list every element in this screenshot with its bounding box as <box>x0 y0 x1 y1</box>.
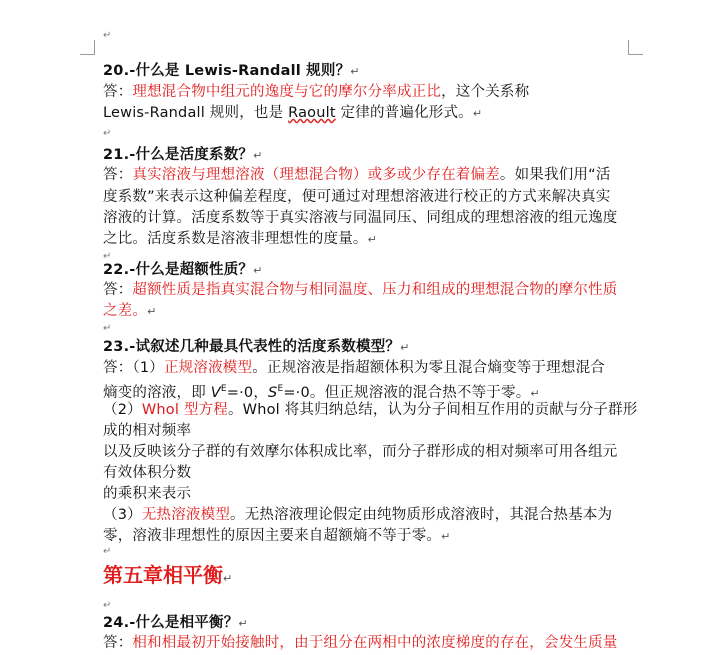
question-23-item-2-line-1: （2）Whol 型方程。Whol 将其归纳总结，认为分子间相互作用的贡献与分子群形 <box>103 402 638 418</box>
question-23-title: 23.-试叙述几种最具代表性的活度系数模型？↵ <box>103 339 410 355</box>
question-21-title: 21.-什么是活度系数？↵ <box>103 147 263 163</box>
paragraph-mark: ↵ <box>103 600 112 611</box>
question-23-item-2-line-2: 成的相对频率 <box>103 423 192 439</box>
paragraph-mark: ↵ <box>103 251 112 262</box>
question-21-answer-line-2: 度系数”来表示这种偏差程度，便可通过对理想溶液进行校正的方式来解决真实 <box>103 189 611 205</box>
question-23-item-2-line-4: 有效体积分数 <box>103 465 192 481</box>
question-20-answer-line-1: 答：理想混合物中组元的逸度与它的摩尔分率成正比，这个关系称 <box>103 84 530 100</box>
question-22-title: 22.-什么是超额性质？↵ <box>103 262 263 278</box>
question-21-answer-line-4: 之比。活度系数是溶液非理想性的度量。↵ <box>103 231 378 247</box>
question-21-answer-line-1: 答：真实溶液与理想溶液（理想混合物）或多或少存在着偏差。如果我们用“活 <box>103 167 611 183</box>
question-23-item-3-line-2: 零，溶液非理想性的原因主要来自超额熵不等于零。↵ <box>103 528 451 544</box>
question-22-answer-line-2: 之差。↵ <box>103 303 157 319</box>
paragraph-mark: ↵ <box>103 323 112 334</box>
paragraph-mark: ↵ <box>103 30 112 41</box>
question-21-answer-line-3: 溶液的计算。活度系数等于真实溶液与同温同压、同组成的理想溶液的组元逸度 <box>103 210 618 226</box>
paragraph-mark: ↵ <box>103 128 112 139</box>
question-24-title: 24.-什么是相平衡？↵ <box>103 615 248 631</box>
question-24-answer-line-1: 答：相和相最初开始接触时，由于组分在两相中的浓度梯度的存在，会发生质量 <box>103 635 618 651</box>
chapter-heading: 第五章相平衡↵ <box>103 563 233 587</box>
question-23-item-1-line-1: 答：（1）正规溶液模型。正规溶液是指超额体积为零且混合熵变等于理想混合 <box>103 360 605 376</box>
paragraph-mark: ↵ <box>103 546 112 557</box>
question-23-item-1-line-2: 熵变的溶液，即 $V^E=\cdot 0$，$S^E=\cdot 0$。但正规溶液的混合热不等于零。↵ <box>103 384 540 401</box>
question-20-answer-line-2: Lewis-Randall 规则，也是 Raoult 定律的普遍化形式。↵ <box>103 105 483 121</box>
question-23-item-2-line-5: 的乘积来表示 <box>103 486 192 502</box>
page-corner-mark-top-left <box>80 40 95 55</box>
page-corner-mark-top-right <box>628 40 643 55</box>
question-23-item-3-line-1: （3）无热溶液模型。无热溶液理论假定由纯物质形成溶液时，其混合热基本为 <box>103 507 613 523</box>
question-20-title: 20.-什么是 Lewis-Randall 规则？↵ <box>103 63 360 79</box>
question-22-answer-line-1: 答：超额性质是指真实混合物与相同温度、压力和组成的理想混合物的摩尔性质 <box>103 282 618 298</box>
question-23-item-2-line-3: 以及反映该分子群的有效摩尔体积成比率，而分子群形成的相对频率可用各组元 <box>103 444 618 460</box>
